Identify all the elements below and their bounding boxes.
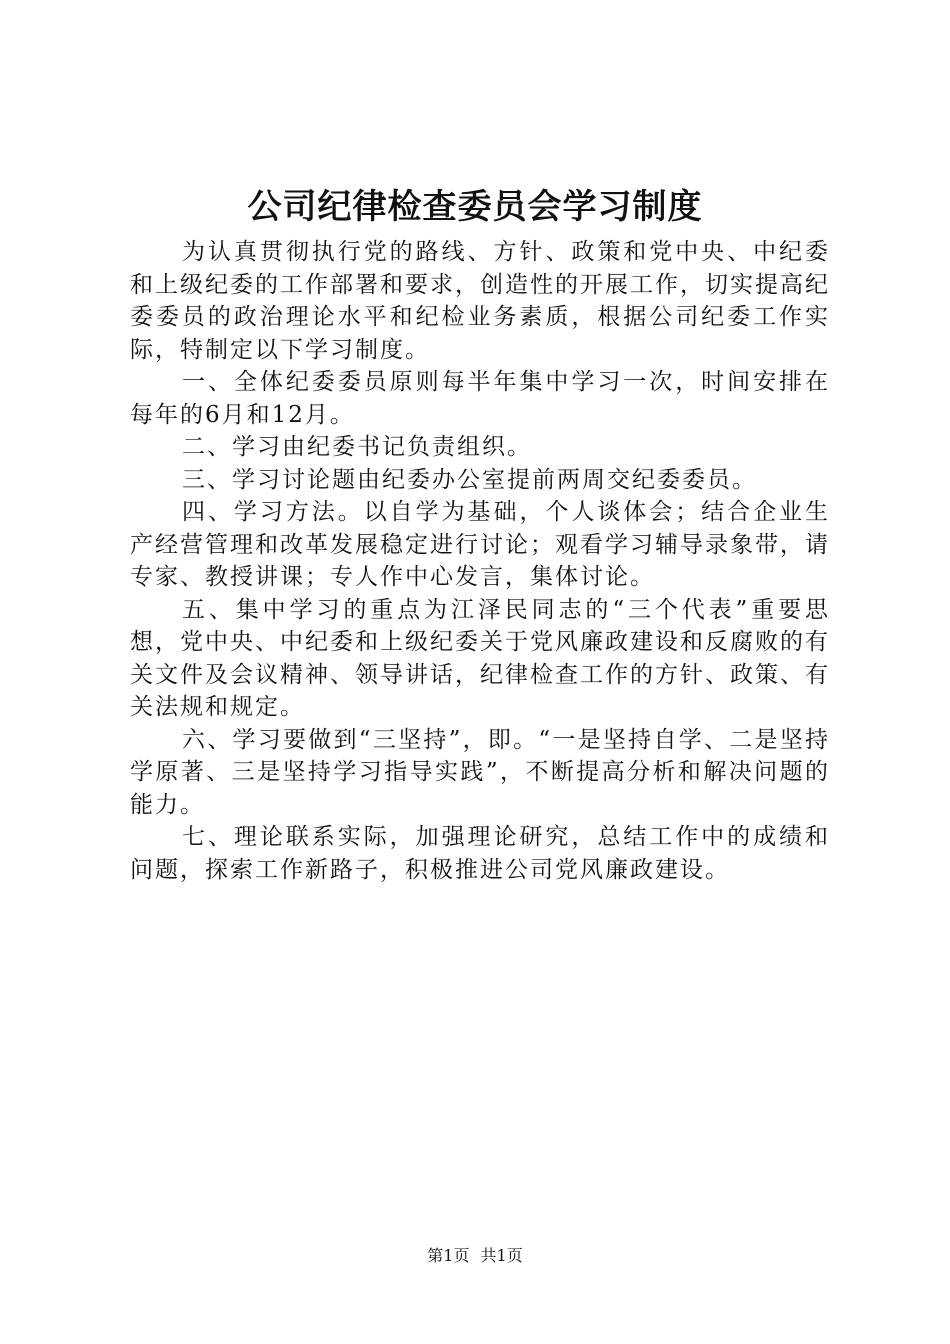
paragraph-item-3: 三、学习讨论题由纪委办公室提前两周交纪委委员。 (182, 466, 757, 493)
document-body (130, 236, 830, 886)
paragraph-item-1: 一、全体纪委委员原则每半年集中学习一次，时间安排在每年的6月和12月。 (130, 369, 830, 428)
page-total: 共1页 (480, 1246, 523, 1265)
paragraph-item-4: 四、学习方法。以自学为基础，个人谈体会；结合企业生产经营管理和改革发展稳定进行讨论；观看学习辅导录象带，请专家、教授讲课；专人作中心发言，集体讨论。 (130, 499, 830, 590)
paragraph-item-2: 二、学习由纪委书记负责组织。 (182, 434, 532, 460)
paragraph-item-6: 六、学习要做到“三坚持”，即。“一是坚持自学、二是坚持学原著、三是坚持学习指导实践”，不断提高分析和解决问题的能力。 (130, 726, 830, 818)
paragraph-item-7: 七、理论联系实际，加强理论研究，总结工作中的成绩和问题，探索工作新路子，积极推进公司党风廉政建设。 (130, 824, 830, 883)
page-number: 第1页 (427, 1246, 470, 1265)
page-footer (0, 1244, 950, 1268)
paragraph-item-5: 五、集中学习的重点为江泽民同志的“三个代表”重要思想，党中央、中纪委和上级纪委关于党风廉政建设和反腐败的有关文件及会议精神、领导讲话，纪律检查工作的方针、政策、有关法规和规定。 (130, 596, 830, 720)
document-title: 公司纪律检查委员会学习制度 (247, 187, 703, 227)
paragraph-intro: 为认真贯彻执行党的路线、方针、政策和党中央、中纪委和上级纪委的工作部署和要求，创造性的开展工作，切实提高纪委委员的政治理论水平和纪检业务素质，根据公司纪委工作实际，特制定以下学习制度。 (130, 239, 830, 363)
